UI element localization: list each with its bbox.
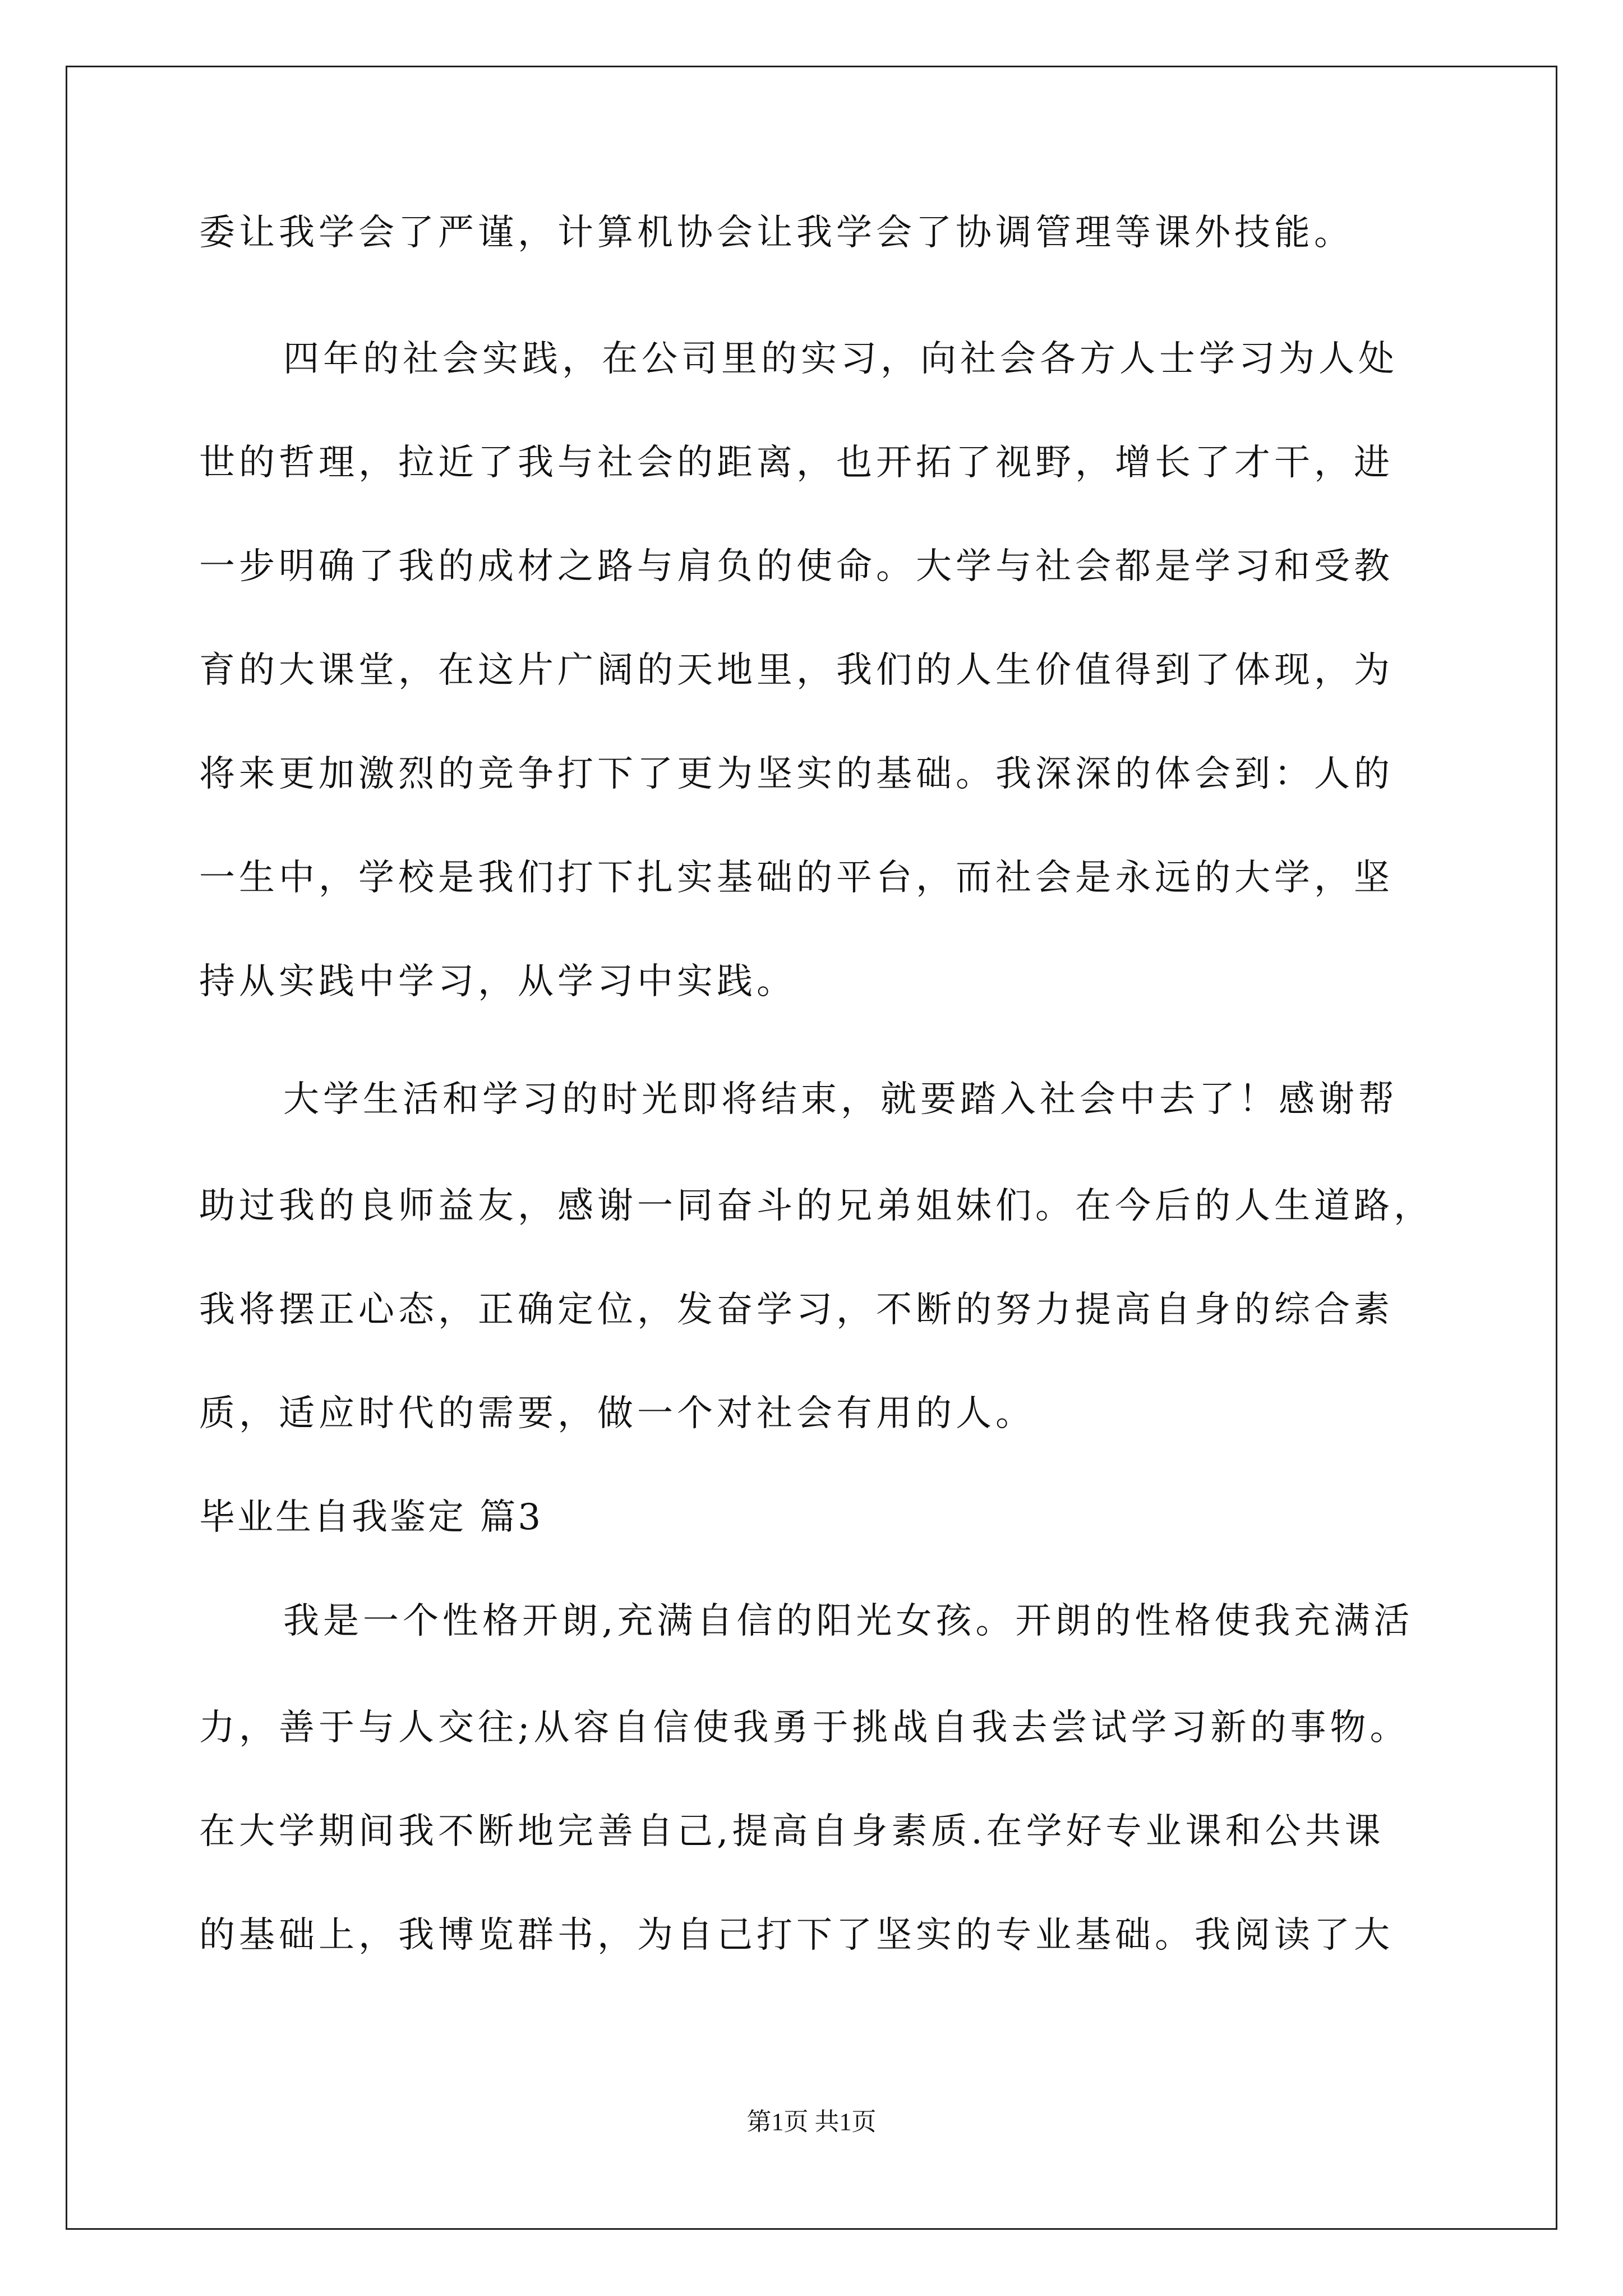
text-line: 一步明确了我的成材之路与肩负的使命。大学与社会都是学习和受教 — [199, 546, 1394, 587]
text-line: 世的哲理，拉近了我与社会的距离，也开拓了视野，增长了才干，进 — [199, 442, 1394, 484]
text-line: 持从实践中学习，从学习中实践。 — [199, 961, 796, 1002]
section-heading: 毕业生自我鉴定 篇3 — [199, 1497, 543, 1538]
text-line: 在大学期间我不断地完善自己,提高自身素质.在学好专业课和公共课 — [199, 1811, 1385, 1852]
text-line: 我将摆正心态，正确定位，发奋学习，不断的努力提高自身的综合素 — [199, 1289, 1394, 1331]
text-line: 助过我的良师益友，感谢一同奋斗的兄弟姐妹们。在今后的人生道路， — [199, 1185, 1433, 1227]
text-line: 的基础上，我博览群书，为自己打下了坚实的专业基础。我阅读了大 — [199, 1915, 1394, 1956]
text-line: 育的大课堂，在这片广阔的天地里，我们的人生价值得到了体现，为 — [199, 650, 1394, 691]
paragraph-start-line: 我是一个性格开朗,充满自信的阳光女孩。开朗的性格使我充满活 — [283, 1600, 1414, 1642]
text-line: 一生中，学校是我们打下扎实基础的平台，而社会是永远的大学，坚 — [199, 857, 1394, 899]
text-line: 力，善于与人交往;从容自信使我勇于挑战自我去尝试学习新的事物。 — [199, 1707, 1410, 1749]
text-line: 将来更加激烈的竞争打下了更为坚实的基础。我深深的体会到：人的 — [199, 753, 1394, 795]
text-line: 委让我学会了严谨，计算机协会让我学会了协调管理等课外技能。 — [199, 212, 1354, 254]
text-line: 质，适应时代的需要，做一个对社会有用的人。 — [199, 1393, 1035, 1434]
page-frame — [66, 66, 1557, 2230]
paragraph-start-line: 四年的社会实践，在公司里的实习，向社会各方人士学习为人处 — [283, 338, 1398, 380]
paragraph-start-line: 大学生活和学习的时光即将结束，就要踏入社会中去了！感谢帮 — [283, 1079, 1398, 1120]
page-number-footer: 第1页 共1页 — [746, 2108, 877, 2136]
